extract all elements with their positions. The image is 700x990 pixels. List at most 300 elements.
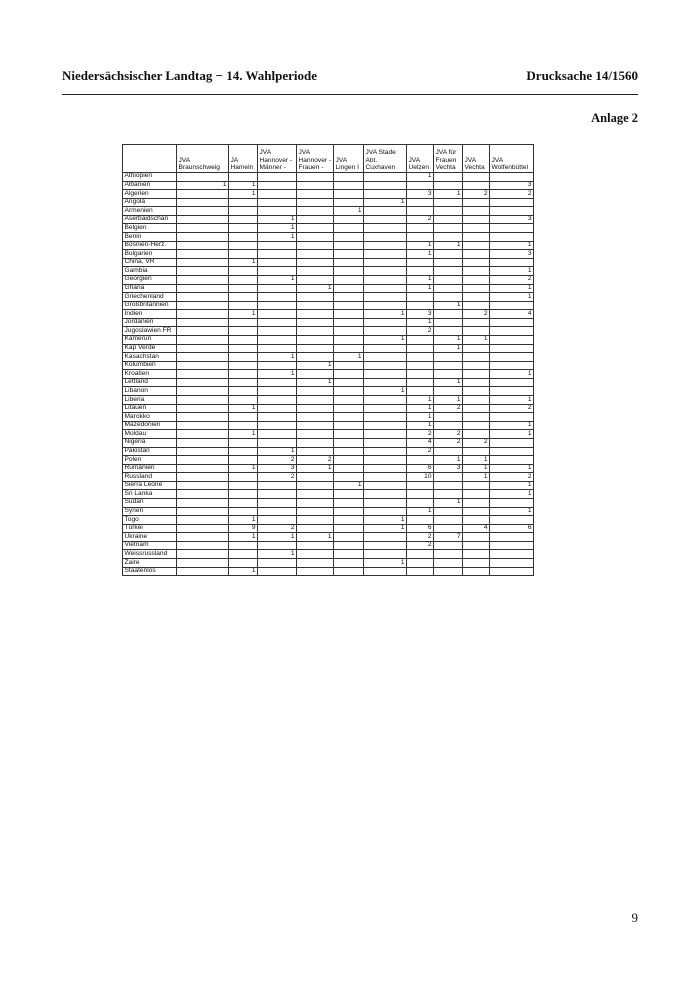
count-cell: 3 (490, 181, 534, 190)
header-divider (62, 94, 638, 95)
count-cell: 4 (490, 310, 534, 319)
table-row (123, 404, 534, 413)
table-row (123, 318, 534, 327)
country-cell: Kamerun (123, 335, 177, 344)
count-cell: 3 (258, 464, 297, 473)
count-cell: 1 (407, 173, 434, 182)
table-row (123, 421, 534, 430)
count-cell: 1 (407, 318, 434, 327)
count-cell: 1 (407, 275, 434, 284)
country-cell: Mazedonien (123, 421, 177, 430)
count-cell (407, 233, 434, 242)
country-cell: Kap Verde (123, 344, 177, 353)
count-cell (229, 413, 258, 422)
count-cell: 1 (229, 310, 258, 319)
count-cell (177, 258, 229, 267)
count-cell (258, 541, 297, 550)
table-row (123, 301, 534, 310)
count-cell (177, 498, 229, 507)
count-cell (463, 361, 490, 370)
count-cell: 1 (229, 567, 258, 576)
table-row (123, 430, 534, 439)
table-header-row (123, 145, 534, 173)
count-cell (229, 396, 258, 405)
count-cell (407, 224, 434, 233)
count-cell: 1 (297, 361, 334, 370)
count-cell (177, 353, 229, 362)
count-cell (334, 275, 364, 284)
count-cell: 1 (258, 275, 297, 284)
count-cell (258, 361, 297, 370)
country-cell: Jordanien (123, 318, 177, 327)
count-cell (434, 541, 463, 550)
count-cell (297, 344, 334, 353)
count-cell (490, 541, 534, 550)
count-cell (364, 550, 407, 559)
count-cell (490, 344, 534, 353)
count-cell (490, 327, 534, 336)
count-cell (258, 567, 297, 576)
table-row (123, 275, 534, 284)
table-row (123, 550, 534, 559)
count-cell: 1 (258, 533, 297, 542)
count-cell (258, 250, 297, 259)
table-row (123, 370, 534, 379)
count-cell (490, 353, 534, 362)
count-cell: 1 (407, 396, 434, 405)
count-cell (490, 173, 534, 182)
count-cell (334, 335, 364, 344)
country-cell: Aserbaidschan (123, 215, 177, 224)
count-cell (490, 378, 534, 387)
count-cell: 1 (434, 456, 463, 465)
count-cell (297, 507, 334, 516)
count-cell: 1 (258, 447, 297, 456)
column-header: JVA Lingen I (334, 145, 364, 173)
count-cell (490, 567, 534, 576)
count-cell (490, 516, 534, 525)
count-cell (434, 250, 463, 259)
count-cell (334, 258, 364, 267)
count-cell (258, 335, 297, 344)
count-cell (229, 344, 258, 353)
count-cell: 1 (463, 456, 490, 465)
count-cell: 1 (258, 215, 297, 224)
count-cell: 1 (297, 284, 334, 293)
count-cell (229, 275, 258, 284)
count-cell (407, 370, 434, 379)
table-row (123, 327, 534, 336)
count-cell (407, 267, 434, 276)
count-cell (177, 310, 229, 319)
count-cell (177, 207, 229, 216)
count-cell (334, 318, 364, 327)
count-cell (177, 559, 229, 568)
count-cell (490, 318, 534, 327)
country-cell: Kroatien (123, 370, 177, 379)
count-cell (297, 447, 334, 456)
count-cell: 1 (463, 464, 490, 473)
count-cell (177, 241, 229, 250)
count-cell (334, 267, 364, 276)
count-cell (463, 550, 490, 559)
count-cell (463, 490, 490, 499)
count-cell (334, 456, 364, 465)
count-cell (463, 327, 490, 336)
count-cell: 1 (364, 335, 407, 344)
count-cell (177, 173, 229, 182)
count-cell (434, 516, 463, 525)
count-cell (364, 241, 407, 250)
count-cell (177, 284, 229, 293)
count-cell: 1 (407, 404, 434, 413)
count-cell (177, 456, 229, 465)
count-cell (229, 447, 258, 456)
count-cell: 1 (364, 559, 407, 568)
count-cell (297, 198, 334, 207)
count-cell (258, 498, 297, 507)
count-cell (334, 378, 364, 387)
count-cell (434, 421, 463, 430)
count-cell (463, 421, 490, 430)
count-cell (297, 250, 334, 259)
count-cell (258, 207, 297, 216)
count-cell (334, 473, 364, 482)
table-row (123, 387, 534, 396)
count-cell (490, 413, 534, 422)
count-cell: 3 (434, 464, 463, 473)
count-cell: 2 (434, 430, 463, 439)
count-cell (177, 430, 229, 439)
count-cell (229, 353, 258, 362)
count-cell (258, 173, 297, 182)
count-cell (463, 344, 490, 353)
count-cell (334, 507, 364, 516)
count-cell (364, 370, 407, 379)
count-cell (434, 481, 463, 490)
country-cell: Togo (123, 516, 177, 525)
count-cell (463, 224, 490, 233)
count-cell (297, 387, 334, 396)
count-cell (258, 516, 297, 525)
count-cell: 2 (407, 533, 434, 542)
table-row (123, 233, 534, 242)
count-cell (490, 498, 534, 507)
count-cell (364, 396, 407, 405)
count-cell (177, 516, 229, 525)
count-cell (258, 413, 297, 422)
count-cell (364, 293, 407, 302)
count-cell (258, 190, 297, 199)
table-row (123, 438, 534, 447)
count-cell: 1 (490, 464, 534, 473)
count-cell: 6 (407, 464, 434, 473)
count-cell (258, 396, 297, 405)
country-cell: Liberia (123, 396, 177, 405)
count-cell (490, 456, 534, 465)
count-cell (177, 198, 229, 207)
count-cell (297, 275, 334, 284)
count-cell (434, 318, 463, 327)
count-cell (177, 413, 229, 422)
count-cell: 1 (490, 293, 534, 302)
count-cell (229, 241, 258, 250)
column-header: JVA Hannover - Männer - (258, 145, 297, 173)
count-cell: 2 (258, 473, 297, 482)
country-cell: Sri Lanka (123, 490, 177, 499)
count-cell (490, 438, 534, 447)
count-cell (490, 207, 534, 216)
count-cell (364, 181, 407, 190)
table-row (123, 310, 534, 319)
count-cell (463, 567, 490, 576)
country-cell: Polen (123, 456, 177, 465)
count-cell (258, 284, 297, 293)
country-cell: Angola (123, 198, 177, 207)
count-cell (297, 181, 334, 190)
country-cell: Pakistan (123, 447, 177, 456)
country-cell: Weissrussland (123, 550, 177, 559)
count-cell (334, 447, 364, 456)
count-cell (334, 310, 364, 319)
count-cell (229, 207, 258, 216)
document-number: Drucksache 14/1560 (526, 68, 638, 83)
count-cell (463, 533, 490, 542)
count-cell (463, 387, 490, 396)
count-cell (229, 559, 258, 568)
count-cell (463, 267, 490, 276)
count-cell (434, 327, 463, 336)
count-cell (334, 198, 364, 207)
table-row (123, 541, 534, 550)
count-cell: 1 (297, 378, 334, 387)
inmates-by-nationality-table (122, 144, 534, 576)
count-cell: 1 (490, 430, 534, 439)
count-cell (463, 481, 490, 490)
count-cell (229, 301, 258, 310)
count-cell (407, 258, 434, 267)
table-row (123, 198, 534, 207)
table-row (123, 361, 534, 370)
count-cell: 1 (490, 284, 534, 293)
count-cell (334, 224, 364, 233)
count-cell (177, 481, 229, 490)
count-cell (297, 241, 334, 250)
count-cell (229, 438, 258, 447)
count-cell (177, 275, 229, 284)
count-cell (177, 567, 229, 576)
count-cell (297, 310, 334, 319)
count-cell (297, 318, 334, 327)
country-cell: Georgien (123, 275, 177, 284)
count-cell: 6 (407, 524, 434, 533)
count-cell (334, 567, 364, 576)
country-cell: Libanon (123, 387, 177, 396)
count-cell (177, 387, 229, 396)
count-cell (297, 430, 334, 439)
count-cell: 1 (407, 284, 434, 293)
count-cell (229, 233, 258, 242)
count-cell (334, 498, 364, 507)
count-cell: 1 (490, 396, 534, 405)
count-cell (258, 490, 297, 499)
count-cell (407, 387, 434, 396)
count-cell: 1 (334, 353, 364, 362)
column-header-country (123, 145, 177, 173)
count-cell (407, 344, 434, 353)
count-cell (297, 421, 334, 430)
count-cell (364, 284, 407, 293)
count-cell: 1 (490, 507, 534, 516)
count-cell (364, 430, 407, 439)
count-cell (177, 473, 229, 482)
count-cell (297, 335, 334, 344)
count-cell (297, 541, 334, 550)
count-cell (297, 301, 334, 310)
count-cell: 1 (334, 481, 364, 490)
count-cell (297, 559, 334, 568)
country-cell: Belgien (123, 224, 177, 233)
count-cell (490, 361, 534, 370)
count-cell (364, 507, 407, 516)
count-cell (177, 541, 229, 550)
count-cell (297, 438, 334, 447)
count-cell (364, 327, 407, 336)
count-cell (229, 498, 258, 507)
count-cell (177, 533, 229, 542)
count-cell (364, 258, 407, 267)
count-cell (258, 421, 297, 430)
column-header: JVA Stade Abt. Cuxhaven (364, 145, 407, 173)
table-row (123, 241, 534, 250)
count-cell (434, 293, 463, 302)
count-cell (490, 301, 534, 310)
count-cell: 1 (407, 241, 434, 250)
column-header: JVA für Frauen Vechta (434, 145, 463, 173)
count-cell (490, 533, 534, 542)
table-row (123, 190, 534, 199)
country-cell: Armenien (123, 207, 177, 216)
count-cell (434, 353, 463, 362)
count-cell (334, 438, 364, 447)
count-cell: 1 (407, 507, 434, 516)
page-number: 9 (631, 910, 638, 925)
count-cell: 1 (334, 207, 364, 216)
country-cell: Kolumbien (123, 361, 177, 370)
count-cell (364, 541, 407, 550)
country-cell: Russland (123, 473, 177, 482)
count-cell (297, 258, 334, 267)
count-cell (434, 473, 463, 482)
count-cell (434, 507, 463, 516)
count-cell (334, 464, 364, 473)
count-cell: 1 (297, 464, 334, 473)
count-cell (463, 258, 490, 267)
country-cell: Bulgarien (123, 250, 177, 259)
count-cell: 1 (434, 335, 463, 344)
count-cell: 1 (407, 421, 434, 430)
count-cell (490, 224, 534, 233)
count-cell (258, 559, 297, 568)
count-cell (407, 456, 434, 465)
count-cell (297, 190, 334, 199)
count-cell (229, 335, 258, 344)
count-cell (364, 490, 407, 499)
count-cell (490, 387, 534, 396)
count-cell (490, 233, 534, 242)
table-row (123, 559, 534, 568)
count-cell (177, 215, 229, 224)
count-cell: 1 (258, 370, 297, 379)
count-cell (434, 559, 463, 568)
count-cell (364, 224, 407, 233)
count-cell: 1 (434, 241, 463, 250)
count-cell (434, 550, 463, 559)
count-cell (334, 524, 364, 533)
country-cell: Lettland (123, 378, 177, 387)
count-cell (334, 250, 364, 259)
count-cell (407, 378, 434, 387)
count-cell: 1 (434, 378, 463, 387)
count-cell (434, 413, 463, 422)
count-cell (434, 490, 463, 499)
count-cell (463, 293, 490, 302)
count-cell (490, 335, 534, 344)
count-cell: 2 (490, 190, 534, 199)
count-cell (334, 550, 364, 559)
count-cell (334, 344, 364, 353)
count-cell (229, 456, 258, 465)
count-cell: 1 (490, 370, 534, 379)
count-cell (407, 516, 434, 525)
count-cell (297, 404, 334, 413)
count-cell (177, 190, 229, 199)
count-cell (407, 335, 434, 344)
table-row (123, 456, 534, 465)
count-cell (177, 318, 229, 327)
count-cell (334, 404, 364, 413)
count-cell (297, 233, 334, 242)
count-cell (297, 490, 334, 499)
count-cell (463, 318, 490, 327)
count-cell: 4 (407, 438, 434, 447)
table-row (123, 567, 534, 576)
count-cell (490, 550, 534, 559)
count-cell (407, 559, 434, 568)
count-cell (463, 215, 490, 224)
count-cell (229, 421, 258, 430)
count-cell (463, 498, 490, 507)
count-cell: 2 (434, 404, 463, 413)
count-cell (334, 301, 364, 310)
count-cell: 2 (434, 438, 463, 447)
count-cell (364, 173, 407, 182)
count-cell: 1 (364, 516, 407, 525)
count-cell (177, 378, 229, 387)
count-cell: 9 (229, 524, 258, 533)
count-cell (297, 524, 334, 533)
count-cell (364, 250, 407, 259)
count-cell (364, 567, 407, 576)
count-cell: 6 (490, 524, 534, 533)
count-cell: 10 (407, 473, 434, 482)
count-cell (297, 370, 334, 379)
table-row (123, 447, 534, 456)
count-cell: 1 (229, 516, 258, 525)
count-cell (434, 447, 463, 456)
count-cell (229, 267, 258, 276)
table-row (123, 207, 534, 216)
